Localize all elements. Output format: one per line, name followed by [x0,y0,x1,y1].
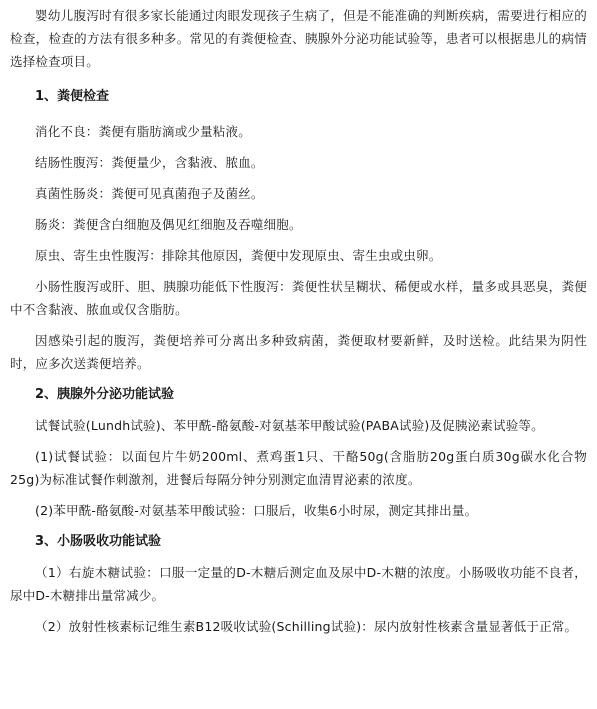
pancreatic-item-paba-test: (2)苯甲酰-酪氨酸-对氨基苯甲酸试验：口服后，收集6小时尿，测定其排出量。 [35,503,478,518]
pancreatic-item-meal-test: (1)试餐试验：以面包片牛奶200ml、煮鸡蛋1只、干酪50g(含脂肪20g蛋白质30g碳水化合物25g)为标准试餐作刺激剂，进餐后每隔分钟分别测定血清胃泌素的浓度。 [10,449,587,487]
stool-item-enteritis: 肠炎：粪便含白细胞及偶见红细胞及吞噬细胞。 [35,217,302,232]
stool-item-colonic-diarrhea: 结肠性腹泻：粪便量少，含黏液、脓血。 [35,155,264,170]
absorption-item-schilling-test: （2）放射性核素标记维生素B12吸收试验(Schilling试验)：尿内放射性核素含量显著低于正常。 [35,619,578,634]
intro-paragraph: 婴幼儿腹泻时有很多家长能通过肉眼发现孩子生病了，但是不能准确的判断疾病，需要进行相应的检查，检查的方法有很多种多。常见的有粪便检查、胰腺外分泌功能试验等，患者可以根据患儿的病情选择检查项目。 [10,8,587,69]
stool-item-small-intestine-diarrhea: 小肠性腹泻或肝、胆、胰腺功能低下性腹泻：粪便性状呈糊状、稀便或水样，量多或具恶臭，粪便中不含黏液、脓血或仅含脂肪。 [10,279,587,317]
absorption-item-xylose-test: （1）右旋木糖试验：口服一定量的D-木糖后测定血及尿中D-木糖的浓度。小肠吸收功能不良者，尿中D-木糖排出量常减少。 [10,565,587,603]
stool-item-indigestion: 消化不良：粪便有脂肪滴或少量粘液。 [35,124,251,139]
stool-item-infection-culture: 因感染引起的腹泻，粪便培养可分离出多种致病菌，粪便取材要新鲜，及时送检。此结果为阴性时，应多次送粪便培养。 [10,333,587,371]
section-heading-pancreatic-test: 2、胰腺外分泌功能试验 [35,387,175,402]
stool-item-fungal-enteritis: 真菌性肠炎：粪便可见真菌孢子及菌丝。 [35,186,264,201]
section-heading-absorption-test: 3、小肠吸收功能试验 [35,534,162,549]
section-heading-stool-test: 1、粪便检查 [35,89,110,104]
pancreatic-test-list: 试餐试验(Lundh试验)、苯甲酰-酪氨酸-对氨基苯甲酸试验(PABA试验)及促胰泌素试验等。 [35,418,544,433]
stool-item-parasitic-diarrhea: 原虫、寄生虫性腹泻：排除其他原因，粪便中发现原虫、寄生虫或虫卵。 [35,248,442,263]
